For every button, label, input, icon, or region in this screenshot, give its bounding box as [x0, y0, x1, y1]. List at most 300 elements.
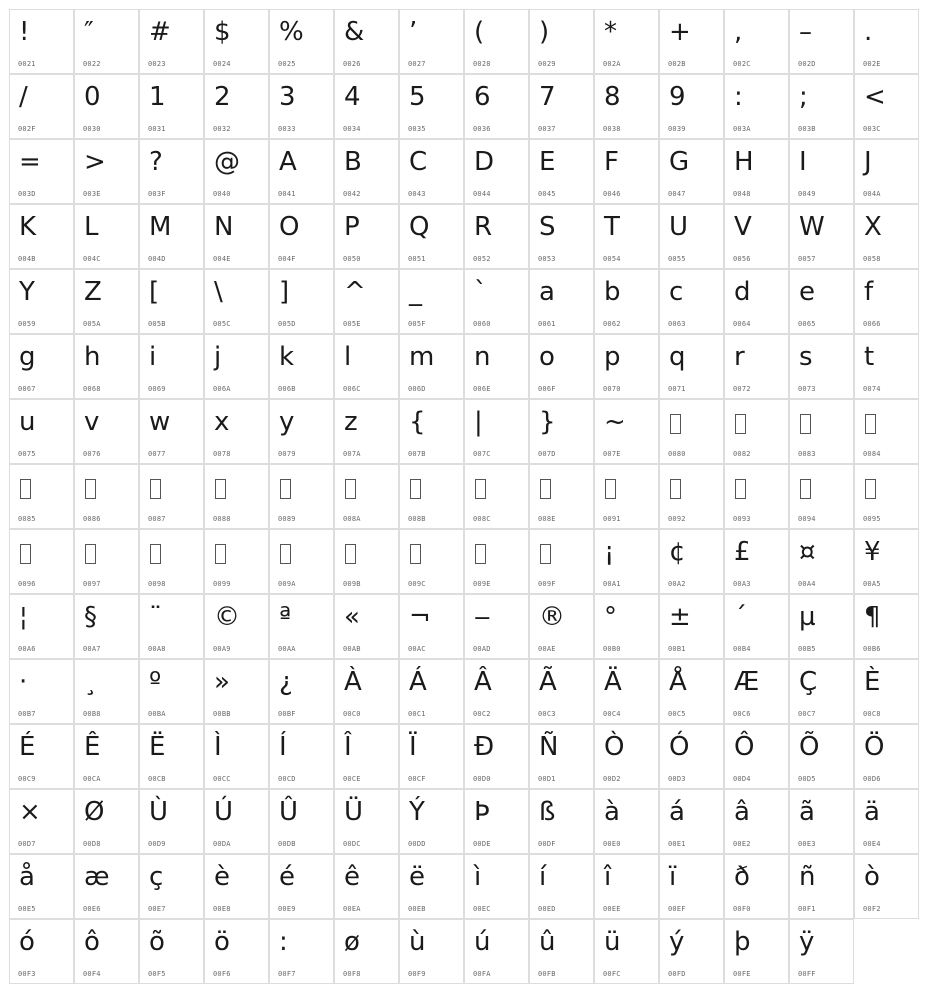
glyph-char: y [279, 407, 295, 437]
glyph-code: 0055 [668, 255, 686, 263]
glyph-cell [399, 464, 464, 529]
glyph-char: ± [669, 602, 691, 632]
glyph-cell [854, 464, 919, 529]
glyph-char: R [474, 212, 493, 242]
glyph-char: Ê [84, 732, 101, 762]
glyph-char: ä [864, 797, 880, 827]
glyph-cell [724, 464, 789, 529]
missing-glyph-icon [735, 479, 746, 499]
glyph-cell [594, 529, 659, 594]
glyph-cell [139, 724, 204, 789]
glyph-char: A [279, 147, 297, 177]
glyph-char: J [864, 147, 872, 177]
glyph-char: Ú [214, 797, 234, 827]
glyph-code: 004F [278, 255, 296, 263]
glyph-cell [74, 139, 139, 204]
glyph-char: Y [19, 277, 35, 307]
glyph-code: 00B7 [18, 710, 36, 718]
glyph-char: w [149, 407, 171, 437]
glyph-code: 0050 [343, 255, 361, 263]
glyph-code: 003A [733, 125, 751, 133]
glyph-char: ¸ [84, 667, 97, 697]
glyph-char: c [669, 277, 684, 307]
glyph-cell [529, 139, 594, 204]
glyph-char: ù [409, 927, 426, 957]
glyph-cell [139, 529, 204, 594]
glyph-code: 0053 [538, 255, 556, 263]
glyph-code: 0062 [603, 320, 621, 328]
glyph-code: 00EA [343, 905, 361, 913]
glyph-code: 00C2 [473, 710, 491, 718]
glyph-cell [204, 789, 269, 854]
glyph-code: 0095 [863, 515, 881, 523]
glyph-cell [854, 334, 919, 399]
glyph-code: 005B [148, 320, 166, 328]
glyph-char: D [474, 147, 495, 177]
glyph-code: 0079 [278, 450, 296, 458]
glyph-cell [659, 724, 724, 789]
glyph-cell [529, 724, 594, 789]
glyph-code: 00E6 [83, 905, 101, 913]
missing-glyph-icon [20, 479, 31, 499]
glyph-char: â [734, 797, 750, 827]
glyph-char: ë [409, 862, 425, 892]
glyph-code: 0091 [603, 515, 621, 523]
glyph-code: 00AA [278, 645, 296, 653]
glyph-code: 0029 [538, 60, 556, 68]
glyph-code: 00DD [408, 840, 426, 848]
glyph-code: 0076 [83, 450, 101, 458]
glyph-code: 0047 [668, 190, 686, 198]
glyph-code: 0049 [798, 190, 816, 198]
glyph-cell [724, 789, 789, 854]
glyph-char: þ [734, 927, 751, 957]
glyph-cell [139, 464, 204, 529]
glyph-cell [529, 334, 594, 399]
glyph-cell [204, 334, 269, 399]
glyph-char: > [84, 147, 106, 177]
glyph-cell [204, 659, 269, 724]
missing-glyph-icon [475, 544, 486, 564]
glyph-code: 00F9 [408, 970, 426, 978]
glyph-code: 0074 [863, 385, 881, 393]
glyph-code: 00FC [603, 970, 621, 978]
glyph-cell [334, 464, 399, 529]
glyph-cell [9, 204, 74, 269]
glyph-cell [9, 919, 74, 984]
glyph-code: 00FD [668, 970, 686, 978]
glyph-code: 009F [538, 580, 556, 588]
glyph-cell [74, 399, 139, 464]
glyph-code: 00F7 [278, 970, 296, 978]
glyph-char: ^ [344, 277, 366, 307]
glyph-code: 0052 [473, 255, 491, 263]
glyph-cell [659, 399, 724, 464]
glyph-code: 007C [473, 450, 491, 458]
glyph-cell [854, 269, 919, 334]
missing-glyph-icon [410, 479, 421, 499]
glyph-char: j [214, 342, 222, 372]
glyph-cell [269, 724, 334, 789]
glyph-cell [399, 334, 464, 399]
glyph-code: 0084 [863, 450, 881, 458]
missing-glyph-icon [800, 479, 811, 499]
glyph-code: 00F5 [148, 970, 166, 978]
glyph-cell [659, 789, 724, 854]
glyph-code: 002B [668, 60, 686, 68]
glyph-cell [464, 919, 529, 984]
glyph-code: 00A1 [603, 580, 621, 588]
glyph-char: e [799, 277, 815, 307]
glyph-code: 00D9 [148, 840, 166, 848]
glyph-cell [659, 269, 724, 334]
glyph-code: 00A3 [733, 580, 751, 588]
glyph-code: 0032 [213, 125, 231, 133]
glyph-code: 00A7 [83, 645, 101, 653]
glyph-char: n [474, 342, 491, 372]
glyph-cell [74, 594, 139, 659]
glyph-char: ® [539, 602, 565, 632]
glyph-cell [594, 204, 659, 269]
glyph-char: } [539, 407, 556, 437]
glyph-code: 00CF [408, 775, 426, 783]
glyph-cell [9, 854, 74, 919]
glyph-code: 0093 [733, 515, 751, 523]
glyph-code: 0037 [538, 125, 556, 133]
missing-glyph-icon [345, 479, 356, 499]
glyph-code: 0040 [213, 190, 231, 198]
glyph-char: ÿ [799, 927, 815, 957]
glyph-code: 0057 [798, 255, 816, 263]
glyph-code: 0061 [538, 320, 556, 328]
glyph-cell [204, 854, 269, 919]
glyph-char: f [864, 277, 874, 307]
glyph-char: { [409, 407, 426, 437]
glyph-code: 0071 [668, 385, 686, 393]
glyph-cell [269, 139, 334, 204]
glyph-code: 0059 [18, 320, 36, 328]
glyph-char: ¢ [669, 537, 686, 567]
glyph-cell [334, 854, 399, 919]
glyph-char: ; [799, 82, 808, 112]
glyph-code: 0087 [148, 515, 166, 523]
glyph-char: # [149, 17, 171, 47]
glyph-code: 0063 [668, 320, 686, 328]
glyph-cell [204, 464, 269, 529]
glyph-cell [74, 74, 139, 139]
glyph-code: 00E0 [603, 840, 621, 848]
glyph-code: 00D1 [538, 775, 556, 783]
glyph-cell [204, 74, 269, 139]
glyph-code: 003C [863, 125, 881, 133]
glyph-cell [529, 854, 594, 919]
glyph-char: O [279, 212, 300, 242]
glyph-code: 0030 [83, 125, 101, 133]
glyph-code: 006B [278, 385, 296, 393]
glyph-code: 00B4 [733, 645, 751, 653]
glyph-code: 007D [538, 450, 556, 458]
glyph-code: 003E [83, 190, 101, 198]
glyph-char: + [669, 17, 691, 47]
glyph-code: 005E [343, 320, 361, 328]
glyph-code: 0039 [668, 125, 686, 133]
glyph-code: 00E1 [668, 840, 686, 848]
glyph-code: 0096 [18, 580, 36, 588]
glyph-cell [789, 854, 854, 919]
glyph-code: 008E [538, 515, 556, 523]
glyph-cell [659, 919, 724, 984]
glyph-code: 00D5 [798, 775, 816, 783]
glyph-code: 00EC [473, 905, 491, 913]
glyph-code: 002E [863, 60, 881, 68]
glyph-code: 0097 [83, 580, 101, 588]
glyph-char: Ø [84, 797, 105, 827]
glyph-cell [464, 269, 529, 334]
glyph-code: 00E3 [798, 840, 816, 848]
glyph-cell [789, 74, 854, 139]
glyph-code: 0033 [278, 125, 296, 133]
glyph-char: Ð [474, 732, 495, 762]
glyph-code: 00F6 [213, 970, 231, 978]
missing-glyph-icon [150, 479, 161, 499]
glyph-code: 00EB [408, 905, 426, 913]
glyph-code: 00CD [278, 775, 296, 783]
missing-glyph-icon [540, 479, 551, 499]
glyph-code: 00FE [733, 970, 751, 978]
glyph-char: ì [474, 862, 482, 892]
glyph-cell [529, 789, 594, 854]
missing-glyph-icon [85, 544, 96, 564]
glyph-cell [854, 9, 919, 74]
glyph-char: o [539, 342, 555, 372]
glyph-char: Å [669, 667, 687, 697]
glyph-cell [9, 334, 74, 399]
glyph-code: 009E [473, 580, 491, 588]
glyph-char: ¶ [864, 602, 881, 632]
glyph-char: Z [84, 277, 102, 307]
glyph-code: 00F2 [863, 905, 881, 913]
glyph-cell [529, 464, 594, 529]
glyph-cell [594, 139, 659, 204]
glyph-cell [74, 464, 139, 529]
glyph-code: 004D [148, 255, 166, 263]
glyph-code: 00D2 [603, 775, 621, 783]
glyph-cell [9, 594, 74, 659]
glyph-char: ) [539, 17, 550, 47]
glyph-char: ‒ [474, 602, 491, 632]
glyph-cell [789, 399, 854, 464]
glyph-cell [659, 74, 724, 139]
glyph-code: 00A6 [18, 645, 36, 653]
glyph-cell [594, 269, 659, 334]
glyph-code: 0089 [278, 515, 296, 523]
glyph-code: 003D [18, 190, 36, 198]
glyph-code: 00DC [343, 840, 361, 848]
glyph-char: * [604, 17, 617, 47]
glyph-cell [724, 139, 789, 204]
glyph-char: h [84, 342, 101, 372]
glyph-char: É [19, 732, 36, 762]
glyph-cell [139, 334, 204, 399]
glyph-code: 0073 [798, 385, 816, 393]
glyph-cell [334, 269, 399, 334]
glyph-char: õ [149, 927, 165, 957]
glyph-cell [594, 594, 659, 659]
glyph-cell [789, 334, 854, 399]
glyph-code: 00FB [538, 970, 556, 978]
glyph-char: ï [669, 862, 677, 892]
glyph-char: Û [279, 797, 299, 827]
glyph-cell [529, 74, 594, 139]
glyph-code: 0035 [408, 125, 426, 133]
glyph-code: 0082 [733, 450, 751, 458]
glyph-code: 0042 [343, 190, 361, 198]
missing-glyph-icon [215, 544, 226, 564]
glyph-cell [334, 789, 399, 854]
glyph-char: ´ [734, 602, 747, 632]
glyph-char: ? [149, 147, 163, 177]
glyph-code: 00E4 [863, 840, 881, 848]
glyph-cell [139, 204, 204, 269]
glyph-char: © [214, 602, 240, 632]
glyph-cell [269, 9, 334, 74]
glyph-cell [724, 74, 789, 139]
glyph-char: r [734, 342, 745, 372]
glyph-code: 0077 [148, 450, 166, 458]
glyph-code: 0060 [473, 320, 491, 328]
glyph-code: 00C7 [798, 710, 816, 718]
glyph-char: : [734, 82, 743, 112]
glyph-code: 009A [278, 580, 296, 588]
glyph-cell [464, 659, 529, 724]
glyph-code: 004B [18, 255, 36, 263]
glyph-char: Æ [734, 667, 760, 697]
glyph-cell [724, 594, 789, 659]
glyph-code: 00C5 [668, 710, 686, 718]
glyph-code: 00AD [473, 645, 491, 653]
glyph-code: 008C [473, 515, 491, 523]
glyph-char: ç [149, 862, 164, 892]
glyph-code: 00BA [148, 710, 166, 718]
glyph-cell [74, 659, 139, 724]
glyph-cell [854, 724, 919, 789]
glyph-cell [529, 594, 594, 659]
glyph-char: q [669, 342, 686, 372]
glyph-code: 00D0 [473, 775, 491, 783]
glyph-cell [139, 139, 204, 204]
glyph-code: 00C1 [408, 710, 426, 718]
glyph-char: 0 [84, 82, 101, 112]
glyph-char: p [604, 342, 621, 372]
glyph-code: 00A9 [213, 645, 231, 653]
glyph-cell [334, 9, 399, 74]
glyph-code: 0075 [18, 450, 36, 458]
glyph-char: Ò [604, 732, 625, 762]
glyph-code: 0056 [733, 255, 751, 263]
glyph-cell [139, 789, 204, 854]
glyph-char: ¤ [799, 537, 816, 567]
glyph-char: F [604, 147, 619, 177]
glyph-cell [139, 269, 204, 334]
glyph-char: % [279, 17, 304, 47]
glyph-char: Þ [474, 797, 490, 827]
glyph-code: 008B [408, 515, 426, 523]
glyph-char: L [84, 212, 99, 242]
glyph-code: 009C [408, 580, 426, 588]
glyph-cell [269, 269, 334, 334]
glyph-cell [139, 854, 204, 919]
glyph-cell [789, 9, 854, 74]
glyph-char: | [474, 407, 483, 437]
glyph-cell [724, 334, 789, 399]
glyph-cell [139, 9, 204, 74]
glyph-code: 0092 [668, 515, 686, 523]
glyph-cell [269, 789, 334, 854]
glyph-cell [789, 464, 854, 529]
glyph-cell [789, 594, 854, 659]
glyph-char: 7 [539, 82, 556, 112]
missing-glyph-icon [345, 544, 356, 564]
glyph-char: Ý [409, 797, 425, 827]
glyph-code: 0044 [473, 190, 491, 198]
glyph-cell [724, 204, 789, 269]
glyph-char: ª [279, 602, 292, 632]
missing-glyph-icon [410, 544, 421, 564]
glyph-code: 00D3 [668, 775, 686, 783]
glyph-cell [74, 724, 139, 789]
glyph-char: î [604, 862, 612, 892]
glyph-char: g [19, 342, 36, 372]
glyph-cell [659, 334, 724, 399]
glyph-char: G [669, 147, 690, 177]
glyph-cell [74, 789, 139, 854]
glyph-char: ’ [409, 17, 418, 47]
glyph-code: 00F0 [733, 905, 751, 913]
glyph-cell [334, 139, 399, 204]
missing-glyph-icon [605, 479, 616, 499]
glyph-cell [529, 659, 594, 724]
glyph-char: è [214, 862, 230, 892]
glyph-code: 005C [213, 320, 231, 328]
glyph-char: : [279, 927, 288, 957]
glyph-cell [74, 334, 139, 399]
glyph-char: 3 [279, 82, 296, 112]
glyph-cell [594, 659, 659, 724]
glyph-cell [659, 854, 724, 919]
glyph-char: § [84, 602, 97, 632]
glyph-code: 004E [213, 255, 231, 263]
glyph-char: U [669, 212, 689, 242]
glyph-cell [464, 529, 529, 594]
glyph-code: 0034 [343, 125, 361, 133]
glyph-char: 6 [474, 82, 491, 112]
glyph-cell [854, 659, 919, 724]
glyph-code: 0098 [148, 580, 166, 588]
glyph-char: Ä [604, 667, 622, 697]
glyph-cell [464, 399, 529, 464]
glyph-code: 0026 [343, 60, 361, 68]
missing-glyph-icon [865, 479, 876, 499]
missing-glyph-icon [670, 479, 681, 499]
glyph-code: 0027 [408, 60, 426, 68]
glyph-cell [204, 724, 269, 789]
glyph-char: K [19, 212, 37, 242]
glyph-char: Ó [669, 732, 690, 762]
glyph-cell [789, 724, 854, 789]
glyph-code: 00D6 [863, 775, 881, 783]
glyph-char: · [19, 667, 28, 697]
glyph-cell [854, 529, 919, 594]
